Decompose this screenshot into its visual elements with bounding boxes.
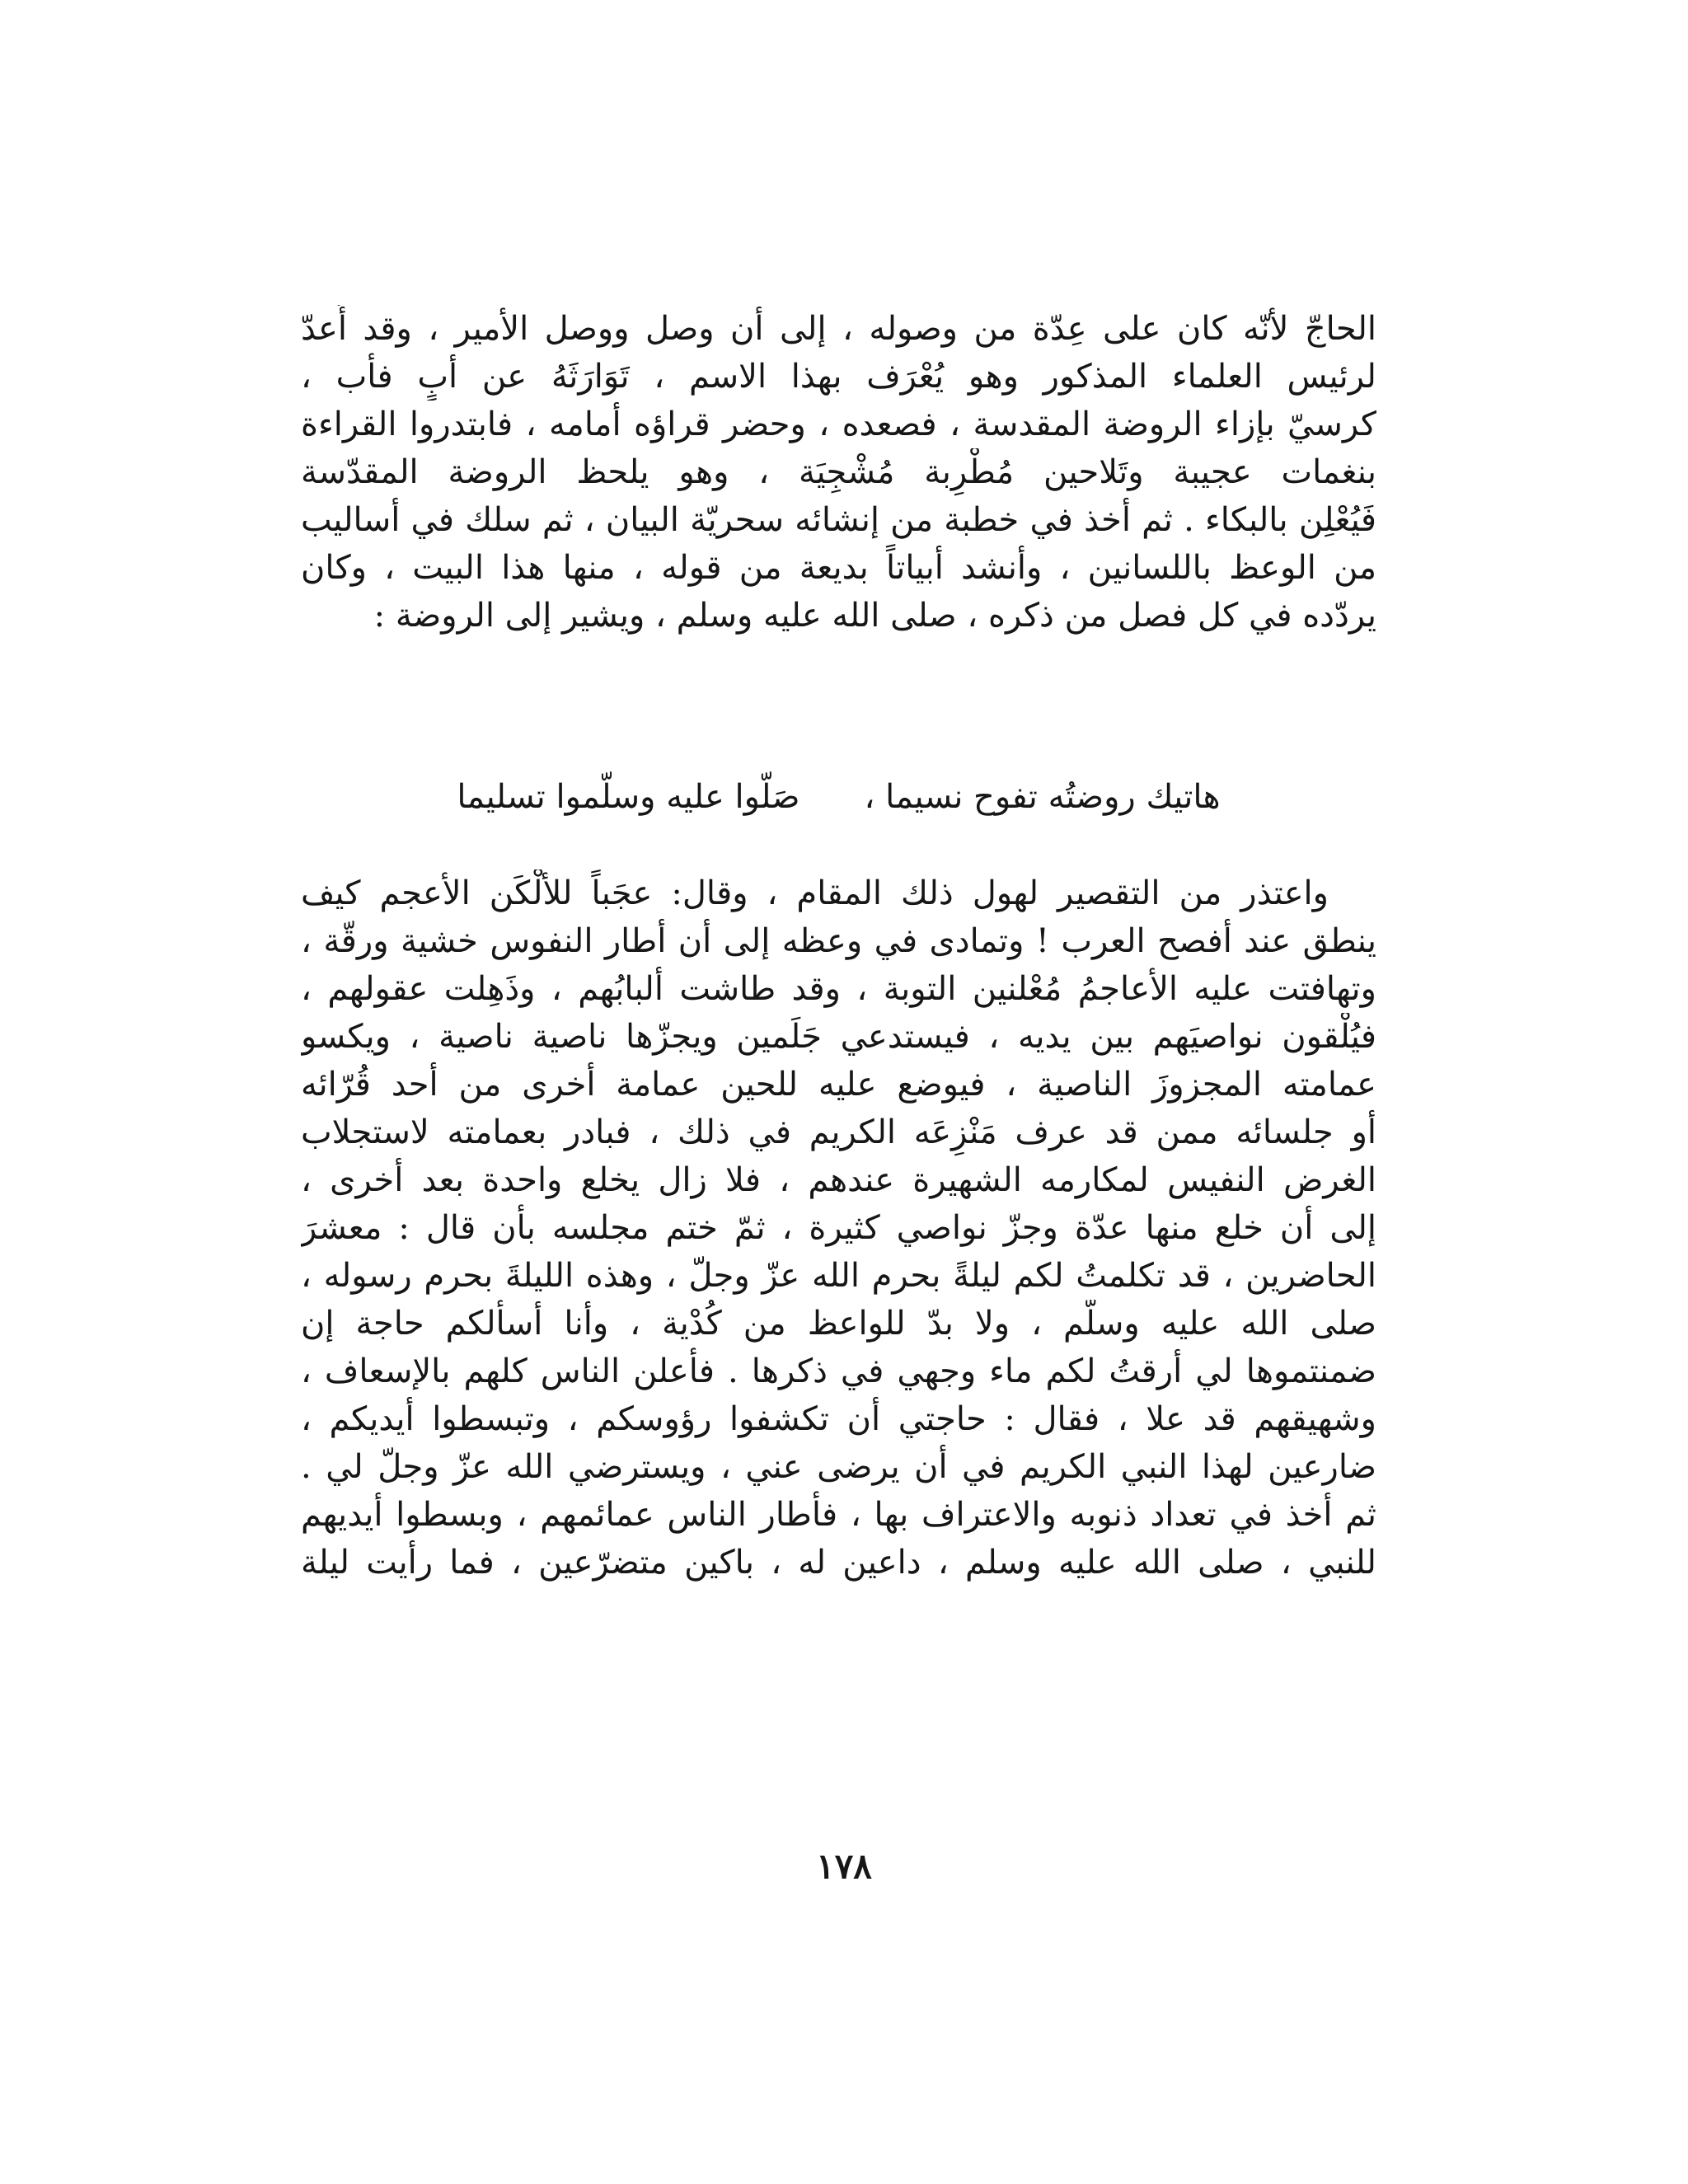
- paragraph-line: الحاضرين ، قد تكلمتُ لكم ليلةً بحرم الله عزّ وجلّ ، وهذه الليلةَ بحرم رسوله ،: [301, 1257, 1376, 1295]
- paragraph-line: ينطق عند أفصح العرب ! وتمادى في وعظه إلى أن أطار النفوس خشية ورقّة ،: [301, 922, 1376, 960]
- bottom-paragraph: [301, 869, 1376, 1586]
- paragraph-line: الغرض النفيس لمكارمه الشهيرة عندهم ، فلا زال يخلع واحدة بعد أخرى ،: [301, 1161, 1376, 1199]
- page-number: ١٧٨: [816, 1846, 872, 1886]
- paragraph-line: ضمنتموها لي أرقتُ لكم ماء وجهي في ذكرها . فأعلن الناس كلهم بالإسعاف ،: [301, 1352, 1376, 1390]
- paragraph-line: وتهافتت عليه الأعاجمُ مُعْلنين التوبة ، وقد طاشت ألبابُهم ، وذَهِلت عقولهم ،: [301, 970, 1376, 1008]
- verse-second-hemistich: صَلّوا عليه وسلّموا تسليما: [457, 778, 800, 816]
- verse-first-hemistich: هاتيك روضتُه تفوح نسيما ،: [864, 778, 1221, 816]
- paragraph-line: صلى الله عليه وسلّم ، ولا بدّ للواعظ من كُدْية ، وأنا أسألكم حاجة إن: [301, 1305, 1376, 1343]
- top-paragraph: [301, 305, 1376, 640]
- poem-verse: [301, 773, 1376, 821]
- paragraph-line: فَيُعْلِن بالبكاء . ثم أخذ في خطبة من إنشائه سحريّة البيان ، ثم سلك في أساليب: [301, 501, 1376, 539]
- paragraph-line: ثم أخذ في تعداد ذنوبه والاعتراف بها ، فأطار الناس عمائمهم ، وبسطوا أيديهم: [301, 1496, 1376, 1534]
- paragraph-line: واعتذر من التقصير لهول ذلك المقام ، وقال: عجَباً للألْكَن الأعجم كيف: [301, 874, 1329, 912]
- paragraph-line: إلى أن خلع منها عدّة وجزّ نواصي كثيرة ، ثمّ ختم مجلسه بأن قال : معشرَ: [301, 1209, 1376, 1247]
- paragraph-line: الحاجّ لأنّه كان على عِدّة من وصوله ، إلى أن وصل ووصل الأمير ، وقد أُعدّ: [301, 310, 1376, 348]
- paragraph-line: أو جلسائه ممن قد عرف مَنْزِعَه الكريم في ذلك ، فبادر بعمامته لاستجلاب: [301, 1113, 1376, 1151]
- paragraph-line: بنغمات عجيبة وتَلاحين مُطْرِبة مُشْجِيَة ، وهو يلحظ الروضة المقدّسة: [301, 453, 1376, 491]
- paragraph-line: عمامته المجزوزَ الناصية ، فيوضع عليه للحين عمامة أخرى من أحد قُرّائه: [301, 1066, 1376, 1104]
- paragraph-line: يردّده في كل فصل من ذكره ، صلى الله عليه وسلم ، ويشير إلى الروضة :: [373, 597, 1376, 635]
- paragraph-line: فيُلْقون نواصيَهم بين يديه ، فيستدعي جَلَمين ويجزّها ناصية ناصية ، ويكسو: [301, 1018, 1376, 1056]
- paragraph-line: لرئيس العلماء المذكور وهو يُعْرَف بهذا الاسم ، تَوَارَثَهُ عن أبٍ فأب ،: [301, 358, 1376, 396]
- paragraph-line: ضارعين لهذا النبي الكريم في أن يرضى عني ، ويسترضي الله عزّ وجلّ لي .: [301, 1448, 1376, 1486]
- paragraph-line: وشهيقهم قد علا ، فقال : حاجتي أن تكشفوا رؤوسكم ، وتبسطوا أيديكم ،: [301, 1400, 1376, 1438]
- paragraph-line: كرسيّ بإزاء الروضة المقدسة ، فصعده ، وحضر قراؤه أمامه ، فابتدروا القراءة: [301, 405, 1376, 443]
- paragraph-line: للنبي ، صلى الله عليه وسلم ، داعين له ، باكين متضرّعين ، فما رأيت ليلة: [301, 1544, 1376, 1582]
- paragraph-line: من الوعظ باللسانين ، وأنشد أبياتاً بديعة من قوله ، منها هذا البيت ، وكان: [301, 549, 1376, 587]
